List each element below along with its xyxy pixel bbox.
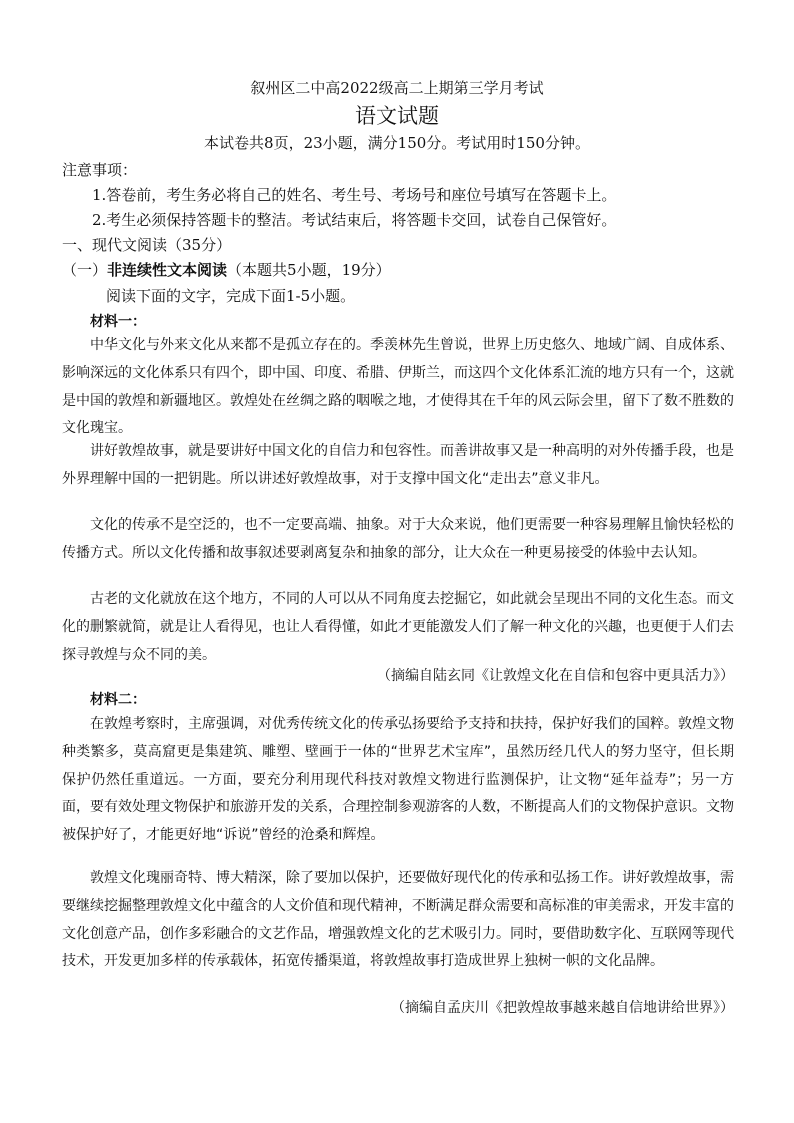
subsection-heading xyxy=(62,260,734,280)
subject-title: 语文试题 xyxy=(355,104,439,128)
material-1-paragraph-3: 文化的传承不是空泛的，也不一定要高端、抽象。对于大众来说，他们更需要一种容易理解且愉快轻松的传播方式。所以文化传播和故事叙述要剥离复杂和抽象的部分，让大众在一种更易接受的体验中去认知。 xyxy=(62,517,734,561)
material-1-paragraph-4: 古老的文化就放在这个地方，不同的人可以从不同角度去挖掘它，如此就会呈现出不同的文化生态。而文化的删繁就简，就是让人看得见，也让人看得懂，如此才更能激发人们了解一种文化的兴趣，也更便于人们去探寻敦煌与众不同的美。 xyxy=(62,591,734,663)
subsection-info: （本题共5小题，19分） xyxy=(227,261,391,279)
material-1-label: 材料一： xyxy=(90,314,146,330)
material-1-paragraph-2: 讲好敦煌故事，就是要讲好中国文化的自信力和包容性。而善讲故事又是一种高明的对外传播手段，也是外界理解中国的一把钥匙。所以讲述好敦煌故事，对于支撑中国文化“走出去”意义非凡。 xyxy=(62,443,734,487)
material-2-label: 材料二： xyxy=(90,692,146,708)
exam-info: 本试卷共8页，23小题，满分150分。考试用时150分钟。 xyxy=(204,134,590,152)
material-2-paragraph-1: 在敦煌考察时，主席强调，对优秀传统文化的传承弘扬要给予支持和扶持，保护好我们的国粹。敦煌文物种类繁多，莫高窟更是集建筑、雕塑、壁画于一体的“世界艺术宝库”，虽然历经几代人的努力坚守，但长期保护仍然任重道远。一方面，要充分利用现代科技对敦煌文物进行监测保护，让文物“延年益寿”；另一方面，要有效处理文物保护和旅游开发的关系，合理控制参观游客的人数，不断提高人们的文物保护意识。文物被保护好了，才能更好地“诉说”曾经的沧桑和辉煌。 xyxy=(62,716,734,844)
material-1-source: （摘编自陆玄同《让敦煌文化在自信和包容中更具活力》） xyxy=(377,668,734,684)
notice-item-2: 2.考生必须保持答题卡的整洁。考试结束后，将答题卡交回，试卷自己保管好。 xyxy=(92,211,617,229)
subsection-title: 非连续性文本阅读 xyxy=(107,261,228,279)
notice-item-1: 1.答卷前，考生务必将自己的姓名、考生号、考场号和座位号填写在答题卡上。 xyxy=(92,186,617,204)
section-heading: 一、现代文阅读（35分） xyxy=(62,236,232,254)
material-1-paragraph-1: 中华文化与外来文化从来都不是孤立存在的。季羡林先生曾说，世界上历史悠久、地域广阔、自成体系、影响深远的文化体系只有四个，即中国、印度、希腊、伊斯兰，而这四个文化体系汇流的地方只有一个，这就是中国的敦煌和新疆地区。敦煌处在丝绸之路的咽喉之地，才使得其在千年的风云际会里，留下了数不胜数的文化瑰宝。 xyxy=(62,337,734,437)
reading-instruction: 阅读下面的文字，完成下面1-5小题。 xyxy=(106,287,356,305)
subsection-prefix: （一） xyxy=(62,261,108,279)
material-2-paragraph-2: 敦煌文化瑰丽奇特、博大精深，除了要加以保护，还要做好现代化的传承和弘扬工作。讲好敦煌故事，需要继续挖掘整理敦煌文化中蕴含的人文价值和现代精神，不断满足群众需要和高标准的审美需求，开发丰富的文化创意产品，创作多彩融合的文艺作品，增强敦煌文化的艺术吸引力。同时，要借助数字化、互联网等现代技术，开发更加多样的传承载体，拓宽传播渠道，将敦煌故事打造成世界上独树一帜的文化品牌。 xyxy=(62,870,734,970)
exam-title: 叙州区二中高2022级高二上期第三学月考试 xyxy=(250,79,544,97)
notice-heading: 注意事项： xyxy=(62,161,138,179)
material-2-source: （摘编自孟庆川《把敦煌故事越来越自信地讲给世界》） xyxy=(391,1000,734,1016)
